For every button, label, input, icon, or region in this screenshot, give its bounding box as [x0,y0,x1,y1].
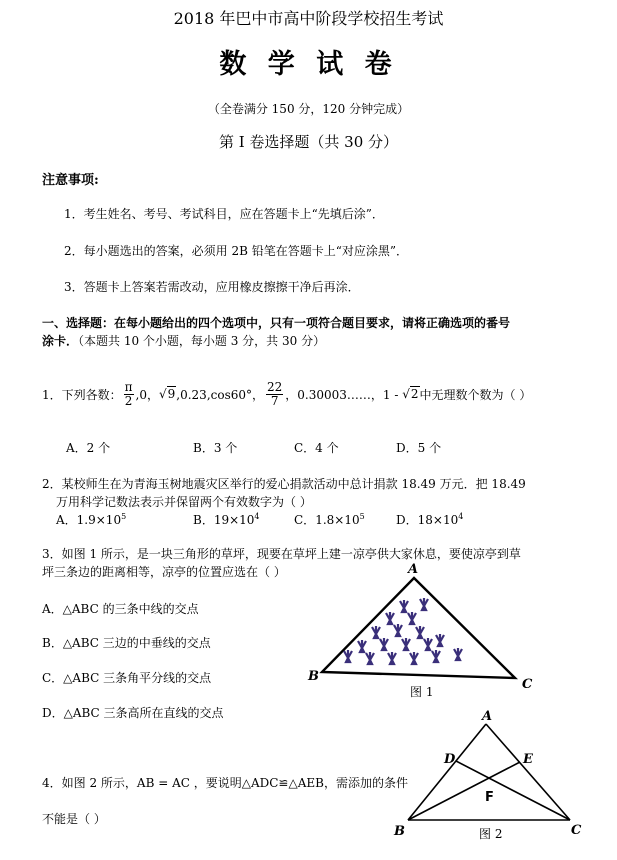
q1-option-a: A．2 个 [66,441,111,455]
section-heading-line2 [42,332,325,349]
q2-option-a-label: A． [56,513,77,527]
q2-option-d [396,511,463,528]
fig2-label-a: A [482,709,493,724]
q1-frac2-den: 7 [270,393,279,408]
line-dc [456,761,570,820]
q3-option-d: D．△ABC 三条高所在直线的交点 [42,706,224,720]
q1-option-c: C．4 个 [294,441,339,455]
q1-sqrt9-radicand: 9 [167,387,176,401]
line-ab [408,724,486,820]
q4-line2: 不能是（ ） [42,812,106,826]
fig2-label-d: D [444,752,456,767]
q1-sqrt9: √9 [158,387,176,401]
part-title: 第 I 卷选择题（共 30 分） [218,133,399,151]
q2-option-d-label: D． [396,513,418,527]
q3-option-c: C．△ABC 三条角平分线的交点 [42,671,212,685]
figure-2-triangle [390,708,590,860]
section-heading-line1: 一、选择题：在每小题给出的四个选项中，只有一项符合题目要求，请将正确选项的番号 [42,316,511,330]
fig1-label-c: C [522,677,533,692]
q1-frac-num: π [124,379,133,394]
q2-option-d-exp: 4 [458,512,464,521]
line-ac [486,724,570,820]
q2-option-b-base: 19×10 [213,513,255,527]
fig1-label-b: B [308,669,319,684]
figure-1-caption: 图 1 [410,685,434,699]
figure-1-triangle [300,560,540,700]
q1-frac-22-over-7 [266,381,283,407]
fig1-label-a: A [408,562,419,577]
exam-title: 2018 年巴中市高中阶段学校招生考试 [173,9,444,28]
q1-frac-den: 2 [124,393,133,408]
section-heading-bold: 涂卡． [42,334,79,348]
q2-option-a [56,511,126,528]
q2-option-c-exp: 5 [359,512,365,521]
q2-option-a-base: 1.9×10 [76,513,122,527]
q2-option-c-label: C． [294,513,316,527]
subject-title: 数 学 试 卷 [219,49,398,80]
q1-option-b: B．3 个 [193,441,238,455]
section-heading-rest: （本题共 10 个小题，每小题 3 分，共 30 分） [78,334,326,348]
q3-line2: 坪三条边的距离相等，凉亭的位置应选在（ ） [42,565,286,579]
q1-prefix: 1．下列各数： [42,387,122,402]
exam-meta: （全卷满分 150 分，120 分钟完成） [207,102,410,116]
q1-mid3: ，0.30003……，1 - [285,387,399,402]
q1-frac-pi-over-2 [124,381,134,407]
notice-item-2: 2．每小题选出的答案，必须用 2B 铅笔在答题卡上“对应涂黑”． [64,244,408,258]
notice-item-1: 1．考生姓名、考号、考试科目，应在答题卡上“先填后涂”． [64,207,384,221]
q2-line2: 万用科学记数法表示并保留两个有效数字为（ ） [56,495,312,509]
question-1 [42,374,531,414]
q2-option-d-base: 18×10 [417,513,459,527]
line-eb [408,762,520,820]
q4-line1: 4．如图 2 所示，AB = AC ，要说明△ADC≌△AEB，需添加的条件 [42,776,408,790]
q1-sqrt2-radicand: 2 [410,387,419,401]
q1-mid2: ,0.23,cos60°， [176,387,265,402]
notice-heading: 注意事项: [42,173,99,188]
figure-2-caption: 图 2 [479,827,503,841]
q1-option-d: D．5 个 [396,441,442,455]
q3-option-b: B．△ABC 三边的中垂线的交点 [42,636,211,650]
q2-option-b [193,511,260,528]
q1-frac2-num: 22 [267,379,283,394]
fig2-label-c: C [571,823,582,838]
q3-option-a: A．△ABC 的三条中线的交点 [42,602,199,616]
q1-sqrt2: √2 [398,387,419,401]
q2-option-b-label: B． [193,513,214,527]
q3-line1: 3．如图 1 所示，是一块三角形的草坪，现要在草坪上建一凉亭供大家休息，要使凉亭到草 [42,547,521,561]
fig2-label-b: B [394,824,405,839]
q1-mid: ,0， [135,387,159,402]
q2-option-a-exp: 5 [121,512,127,521]
q2-line1: 2．某校师生在为青海玉树地震灾区举行的爱心捐款活动中总计捐款 18.49 万元．把 18.49 [42,477,526,491]
q1-suffix: 中无理数个数为（ ） [419,387,532,402]
q2-option-b-exp: 4 [254,512,260,521]
q2-option-c [294,511,365,528]
q2-option-c-base: 1.8×10 [315,513,360,527]
fig2-label-f: F [485,790,494,805]
notice-item-3: 3．答题卡上答案若需改动，应用橡皮擦擦干净后再涂． [64,280,360,294]
fig2-label-e: E [523,752,533,767]
